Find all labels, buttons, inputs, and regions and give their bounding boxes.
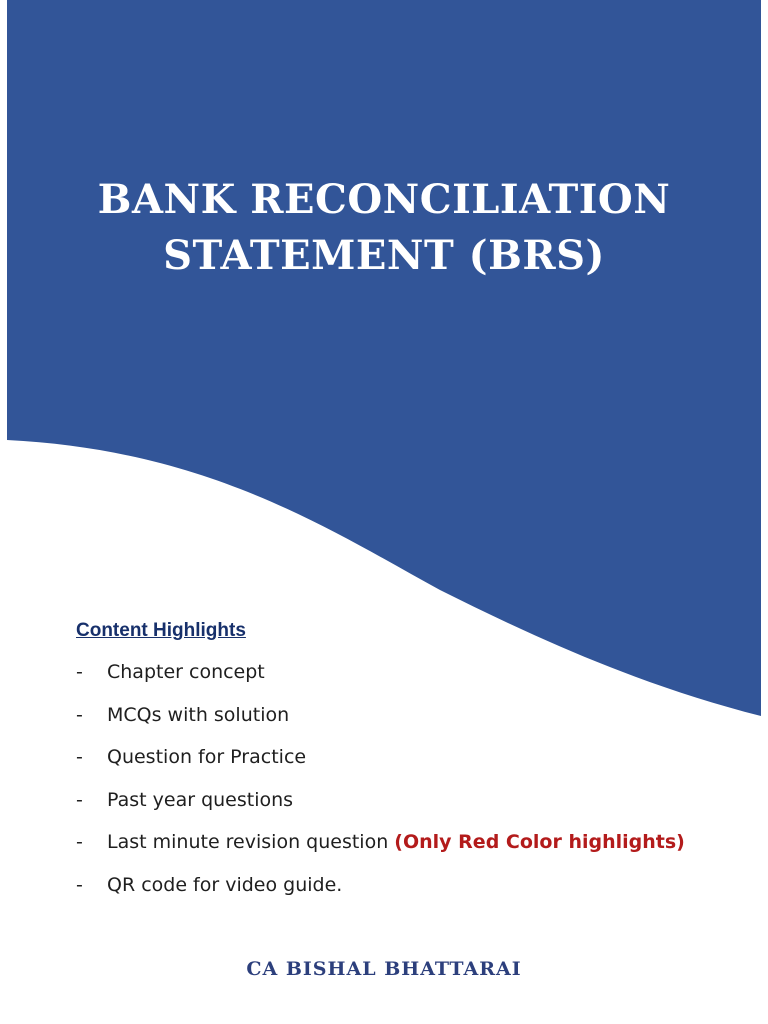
list-item [76, 789, 736, 832]
red-highlight-note: (Only Red Color highlights) [394, 831, 685, 853]
title-line-1: BANK RECONCILIATION [97, 176, 671, 223]
list-item [76, 746, 736, 789]
blue-wave-band [7, 0, 761, 716]
bullet-dash: - [76, 831, 83, 853]
list-item-text: MCQs with solution [107, 703, 290, 726]
content-highlights [76, 618, 736, 916]
list-item-label: Last minute revision question [107, 831, 389, 853]
list-item-text: QR code for video guide. [107, 873, 343, 896]
list-item-text: Chapter concept [107, 661, 265, 683]
author-name: CA BISHAL BHATTARAI [246, 958, 522, 980]
bullet-dash: - [76, 661, 83, 683]
list-item [76, 831, 736, 874]
bullet-dash: - [76, 873, 83, 896]
list-item-text: Past year questions [107, 788, 294, 811]
highlights-list [76, 661, 736, 916]
list-item-text: Question for Practice [107, 746, 307, 768]
bullet-dash: - [76, 788, 83, 811]
list-item-text [107, 831, 685, 853]
bullet-dash: - [76, 746, 83, 768]
list-item [76, 704, 736, 747]
title-line-2: STATEMENT (BRS) [163, 232, 605, 279]
cover-title [0, 172, 768, 284]
list-item [76, 874, 736, 917]
highlights-heading: Content Highlights [76, 620, 246, 641]
list-item [76, 661, 736, 704]
bullet-dash: - [76, 703, 83, 726]
